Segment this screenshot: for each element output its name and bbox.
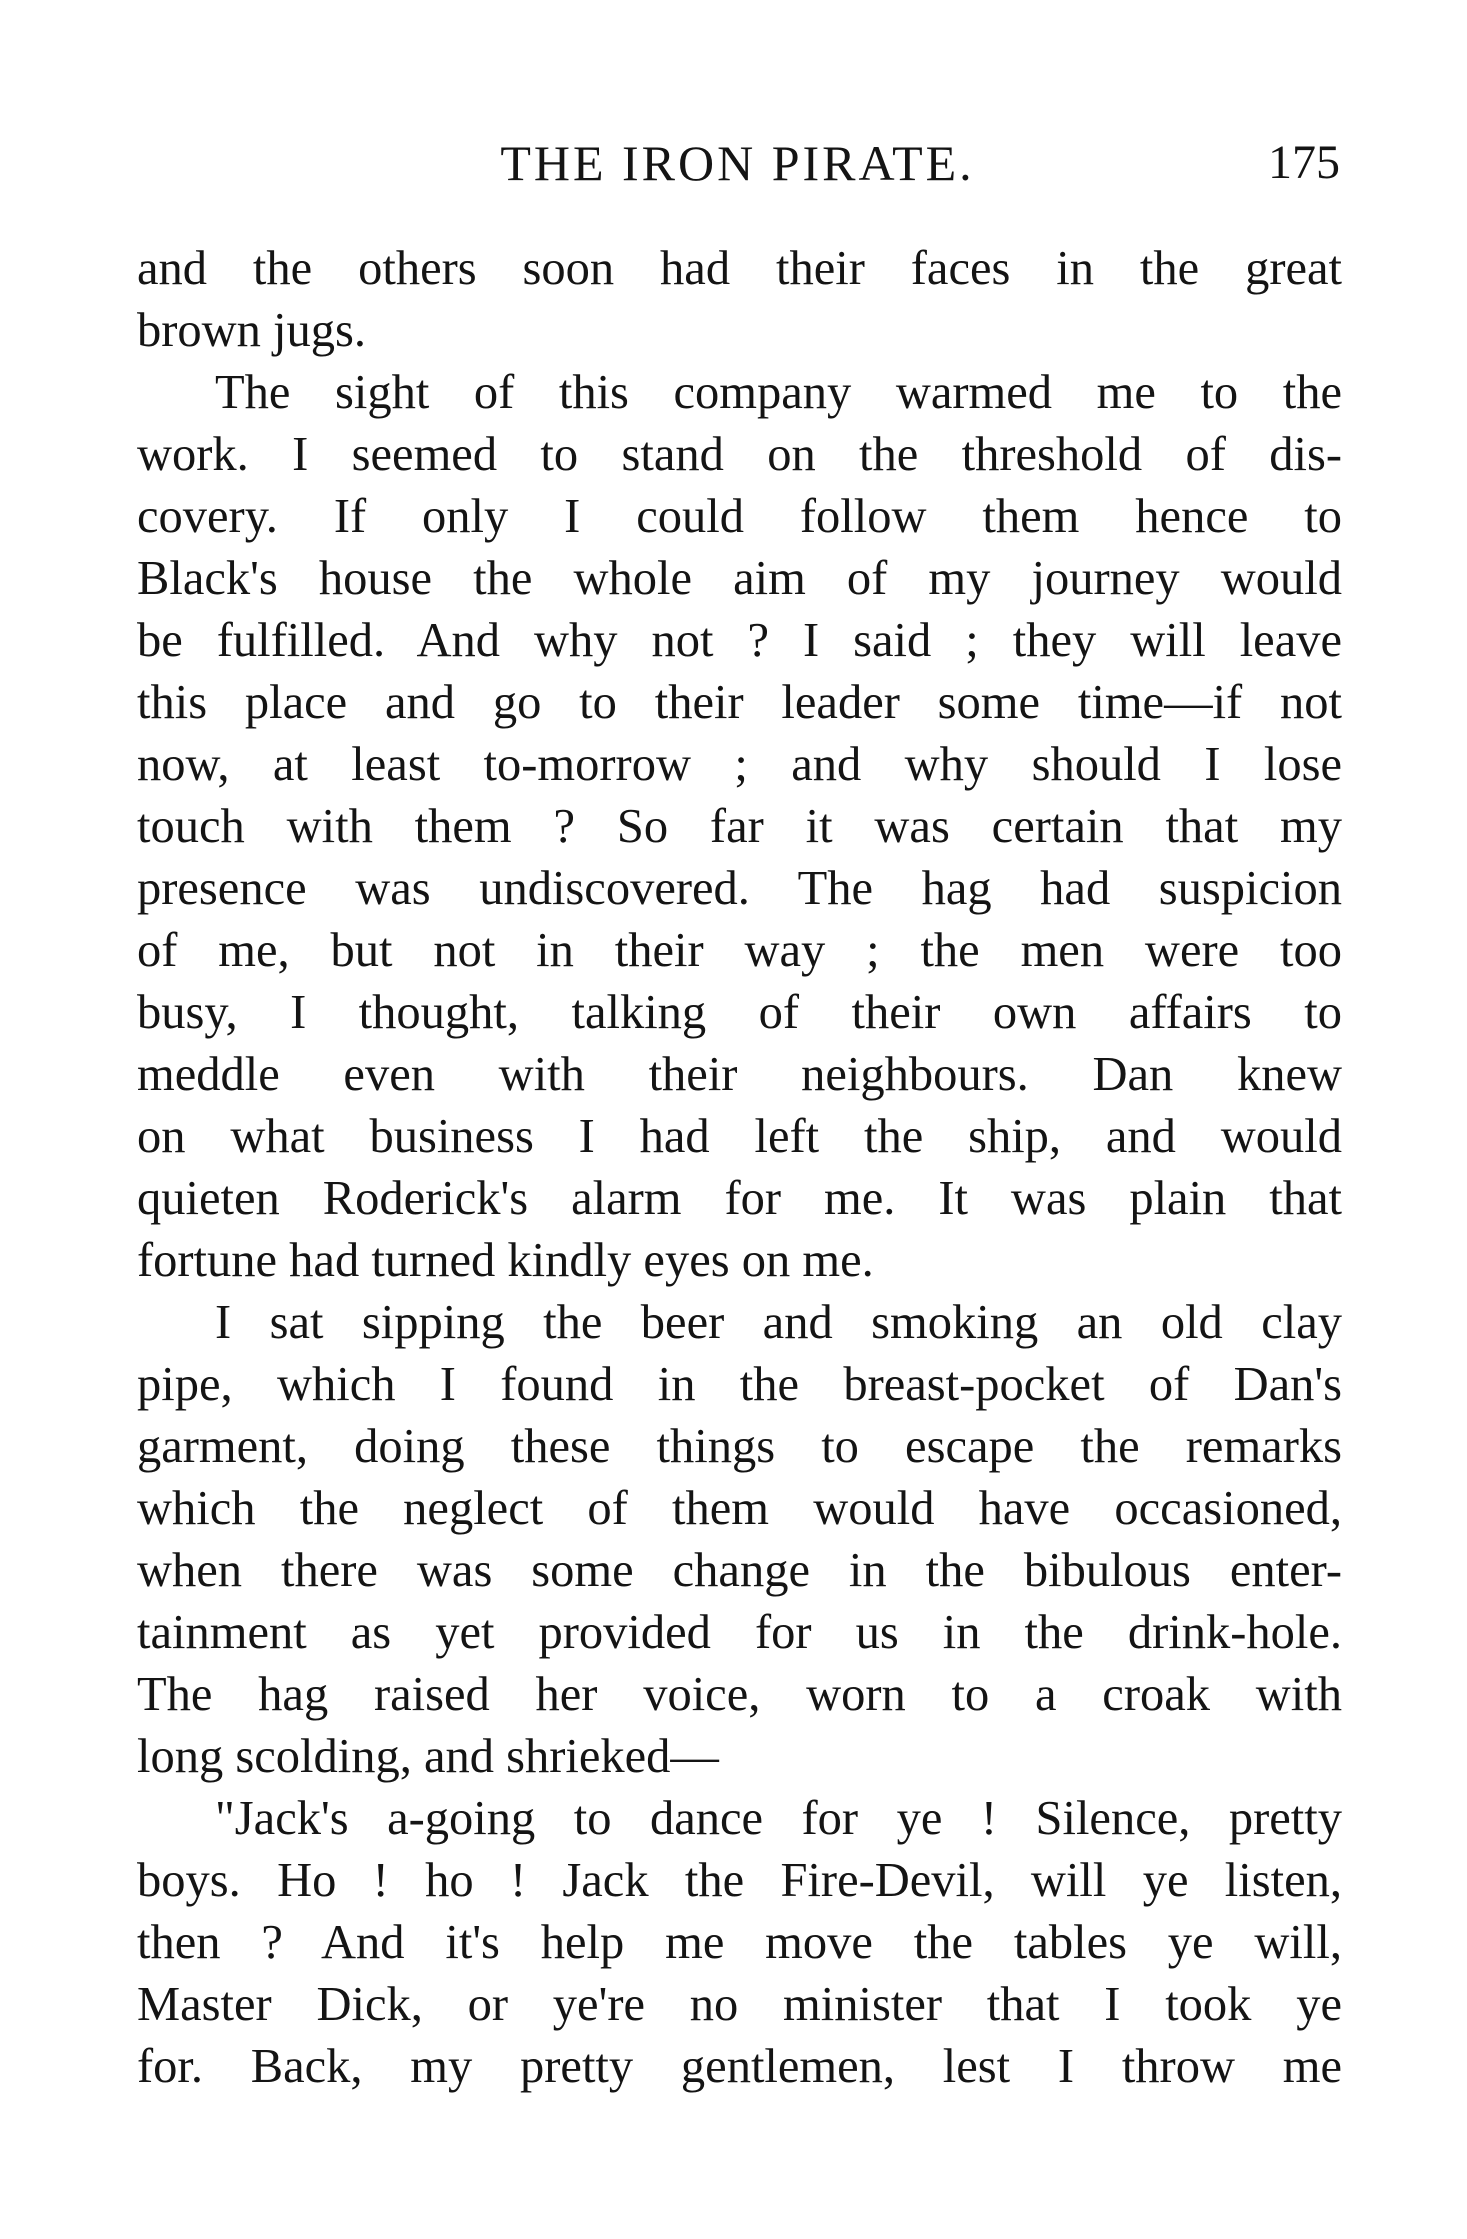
page-header: [135, 128, 1340, 198]
text-line: The hag raised her voice, worn to a croak with: [137, 1668, 1342, 1721]
page-number: 175: [1268, 136, 1340, 189]
text-line: work. I seemed to stand on the threshold of dis-: [137, 428, 1342, 481]
text-line: on what business I had left the ship, and would: [137, 1110, 1342, 1163]
text-line: covery. If only I could follow them hence to: [137, 490, 1342, 543]
text-line: and the others soon had their faces in the great: [137, 242, 1342, 295]
text-line: this place and go to their leader some time—if not: [137, 676, 1342, 729]
text-line: Black's house the whole aim of my journey would: [137, 552, 1342, 605]
text-line: be fulfilled. And why not ? I said ; they will leave: [137, 614, 1342, 667]
text-line: I sat sipping the beer and smoking an old clay: [215, 1296, 1342, 1349]
text-line: busy, I thought, talking of their own affairs to: [137, 986, 1342, 1039]
text-line: when there was some change in the bibulous enter-: [137, 1544, 1342, 1597]
text-line: touch with them ? So far it was certain that my: [137, 800, 1342, 853]
text-line: tainment as yet provided for us in the drink-hole.: [137, 1606, 1342, 1659]
text-line: now, at least to-morrow ; and why should I lose: [137, 738, 1342, 791]
text-line: meddle even with their neighbours. Dan knew: [137, 1048, 1342, 1101]
text-line: long scolding, and shrieked—: [137, 1730, 719, 1783]
text-line: which the neglect of them would have occasioned,: [137, 1482, 1342, 1535]
text-line: fortune had turned kindly eyes on me.: [137, 1234, 874, 1287]
text-line: for. Back, my pretty gentlemen, lest I throw me: [137, 2040, 1342, 2093]
text-line: of me, but not in their way ; the men were too: [137, 924, 1342, 977]
text-line: The sight of this company warmed me to the: [215, 366, 1342, 419]
text-line: quieten Roderick's alarm for me. It was plain that: [137, 1172, 1342, 1225]
body-text: [137, 238, 1342, 2098]
text-line: brown jugs.: [137, 304, 367, 357]
text-line: boys. Ho ! ho ! Jack the Fire-Devil, will ye listen,: [137, 1854, 1342, 1907]
text-line: pipe, which I found in the breast-pocket of Dan's: [137, 1358, 1342, 1411]
text-line: "Jack's a-going to dance for ye ! Silence, pretty: [215, 1792, 1342, 1845]
text-line: garment, doing these things to escape the remarks: [137, 1420, 1342, 1473]
text-line: presence was undiscovered. The hag had suspicion: [137, 862, 1342, 915]
running-title: THE IRON PIRATE.: [500, 135, 975, 191]
text-line: Master Dick, or ye're no minister that I took ye: [137, 1978, 1342, 2031]
text-line: then ? And it's help me move the tables ye will,: [137, 1916, 1342, 1969]
